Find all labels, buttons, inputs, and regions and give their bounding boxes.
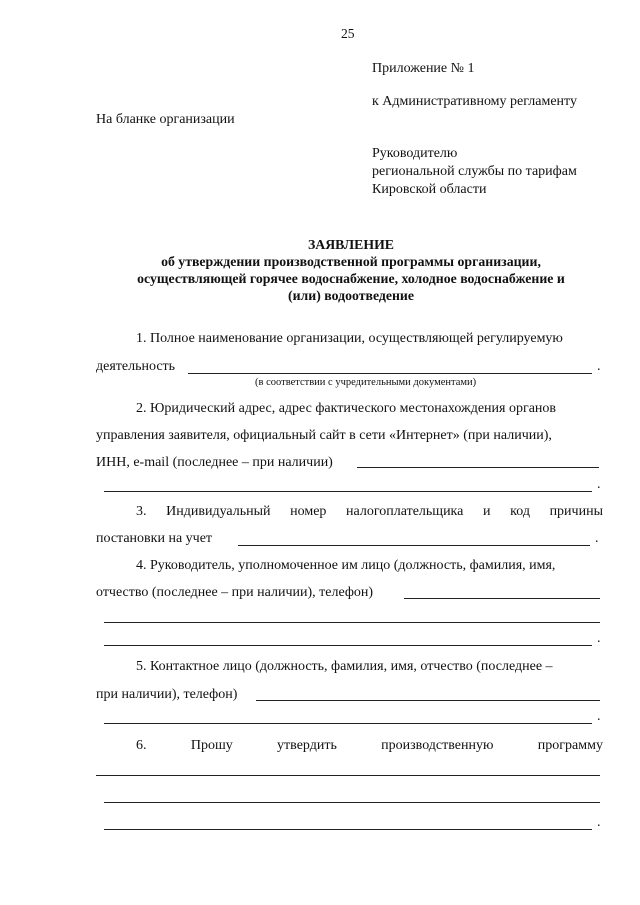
addressee-line-3: Кировской области (372, 182, 487, 197)
item-6-word: Прошу (190, 738, 233, 753)
item-1-end-dot: . (597, 359, 601, 374)
appendix-title: Приложение № 1 (372, 61, 475, 76)
item-2-line-2: управления заявителя, официальный сайт в сети «Интернет» (при наличии), (96, 428, 552, 443)
item-1-line-1: 1. Полное наименование организации, осуществляющей регулируемую (136, 331, 563, 346)
page-number: 25 (341, 26, 355, 41)
item-3-line-1 (136, 503, 603, 521)
contact-field-1[interactable] (256, 700, 600, 701)
item-5-end-dot: . (597, 709, 601, 724)
addressee-line-2: региональной службы по тарифам (372, 164, 577, 179)
manager-field-1[interactable] (404, 598, 600, 599)
item-3-word: причины (549, 504, 603, 519)
item-4-line-1: 4. Руководитель, уполномоченное им лицо (должность, фамилия, имя, (136, 558, 556, 573)
manager-field-3[interactable] (104, 645, 592, 646)
item-1-label: деятельность (96, 359, 176, 374)
manager-field-2[interactable] (104, 622, 600, 623)
program-field-2[interactable] (104, 802, 600, 803)
item-3-word: 3. (136, 504, 147, 519)
contact-field-2[interactable] (104, 723, 592, 724)
item-6-word: 6. (136, 738, 147, 753)
item-3-line-2: постановки на учет (96, 531, 213, 546)
item-3-word: налогоплательщика (346, 504, 464, 519)
item-2-line-1: 2. Юридический адрес, адрес фактического местонахождения органов (136, 401, 557, 416)
item-3-word: код (510, 504, 530, 519)
document-title: ЗАЯВЛЕНИЕ (307, 237, 395, 252)
item-6-word: программу (537, 738, 603, 753)
item-3-word: и (483, 504, 491, 519)
program-field-1[interactable] (96, 775, 600, 776)
item-3-word: номер (290, 504, 327, 519)
program-field-3[interactable] (104, 829, 592, 830)
appendix-regulation: к Административному регламенту (372, 94, 577, 109)
item-6-word: производственную (381, 738, 494, 753)
item-5-line-1: 5. Контактное лицо (должность, фамилия, имя, отчество (последнее – (136, 659, 553, 674)
item-2-line-3: ИНН, e-mail (последнее – при наличии) (96, 455, 333, 470)
item-1-hint: (в соответствии с учредительными документами) (255, 377, 477, 388)
addressee-line-1: Руководителю (372, 146, 458, 161)
item-5-line-2: при наличии), телефон) (96, 687, 238, 702)
item-4-end-dot: . (597, 631, 601, 646)
item-3-word: Индивидуальный (166, 504, 271, 519)
address-field-1[interactable] (357, 467, 599, 468)
item-4-line-2: отчество (последнее – при наличии), телефон) (96, 585, 374, 600)
item-6-end-dot: . (597, 815, 601, 830)
document-subtitle-3: (или) водоотведение (287, 288, 415, 303)
document-subtitle-2: осуществляющей горячее водоснабжение, холодное водоснабжение и (137, 271, 565, 286)
letterhead-note: На бланке организации (96, 112, 235, 127)
tax-id-field[interactable] (238, 545, 590, 546)
organization-name-field[interactable] (188, 373, 592, 374)
address-field-2[interactable] (104, 491, 592, 492)
item-6-line-1 (136, 737, 603, 755)
item-3-end-dot: . (595, 531, 599, 546)
item-2-end-dot: . (597, 477, 601, 492)
item-6-word: утвердить (277, 738, 337, 753)
document-subtitle-1: об утверждении производственной программы организации, (161, 254, 541, 269)
